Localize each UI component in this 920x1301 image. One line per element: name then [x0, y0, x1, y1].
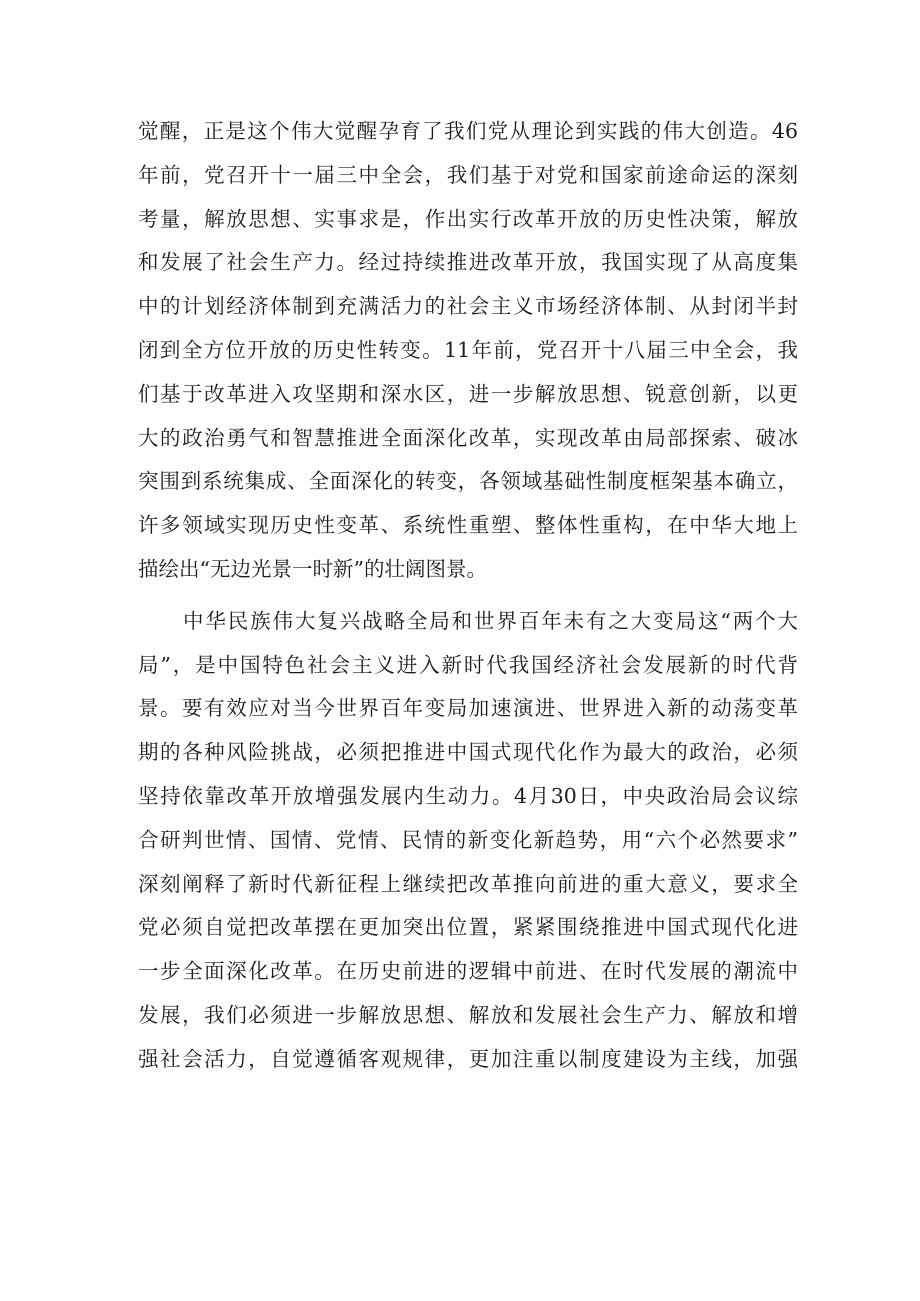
text-line: 考量，解放思想、实事求是，作出实行改革开放的历史性决策，解放 — [138, 206, 798, 231]
text-line: 一步全面深化改革。在历史前进的逻辑中前进、在时代发展的潮流中 — [138, 959, 798, 984]
text-line: 许多领域实现历史性变革、系统性重塑、整体性重构，在中华大地上 — [138, 513, 798, 538]
paragraph-2 — [138, 600, 798, 1082]
paragraph-1 — [138, 110, 798, 592]
text-line: 合研判世情、国情、党情、民情的新变化新趋势，用“六个必然要求” — [138, 827, 798, 852]
text-line: 坚持依靠改革开放增强发展内生动力。4月30日，中央政治局会议综 — [138, 783, 798, 808]
text-line: 深刻阐释了新时代新征程上继续把改革推向前进的重大意义，要求全 — [138, 871, 798, 896]
text-line: 景。要有效应对当今世界百年变局加速演进、世界进入新的动荡变革 — [138, 696, 798, 721]
text-line: 突围到系统集成、全面深化的转变，各领域基础性制度框架基本确立， — [138, 469, 798, 494]
text-line: 描绘出“无边光景一时新”的壮阔图景。 — [138, 556, 487, 581]
text-line: 年前，党召开十一届三中全会，我们基于对党和国家前途命运的深刻 — [138, 162, 798, 187]
text-line: 闭到全方位开放的历史性转变。11年前，党召开十八届三中全会，我 — [138, 337, 798, 362]
text-line: 和发展了社会生产力。经过持续推进改革开放，我国实现了从高度集 — [138, 250, 798, 275]
text-line: 中华民族伟大复兴战略全局和世界百年未有之大变局这“两个大 — [183, 608, 798, 633]
text-line: 中的计划经济体制到充满活力的社会主义市场经济体制、从封闭半封 — [138, 294, 798, 319]
text-line: 党必须自觉把改革摆在更加突出位置，紧紧围绕推进中国式现代化进 — [138, 915, 798, 940]
text-line: 大的政治勇气和智慧推进全面深化改革，实现改革由局部探索、破冰 — [138, 425, 798, 450]
text-line: 期的各种风险挑战，必须把推进中国式现代化作为最大的政治，必须 — [138, 740, 798, 765]
text-line: 局”，是中国特色社会主义进入新时代我国经济社会发展新的时代背 — [138, 652, 798, 677]
document-body — [138, 110, 798, 1082]
paragraph-gap — [138, 592, 798, 600]
text-line: 觉醒，正是这个伟大觉醒孕育了我们党从理论到实践的伟大创造。46 — [138, 119, 798, 143]
text-line: 发展，我们必须进一步解放思想、解放和发展社会生产力、解放和增 — [138, 1002, 798, 1027]
text-line: 们基于改革进入攻坚期和深水区，进一步解放思想、锐意创新，以更 — [138, 381, 798, 406]
text-line: 强社会活力，自觉遵循客观规律，更加注重以制度建设为主线，加强 — [138, 1046, 798, 1071]
